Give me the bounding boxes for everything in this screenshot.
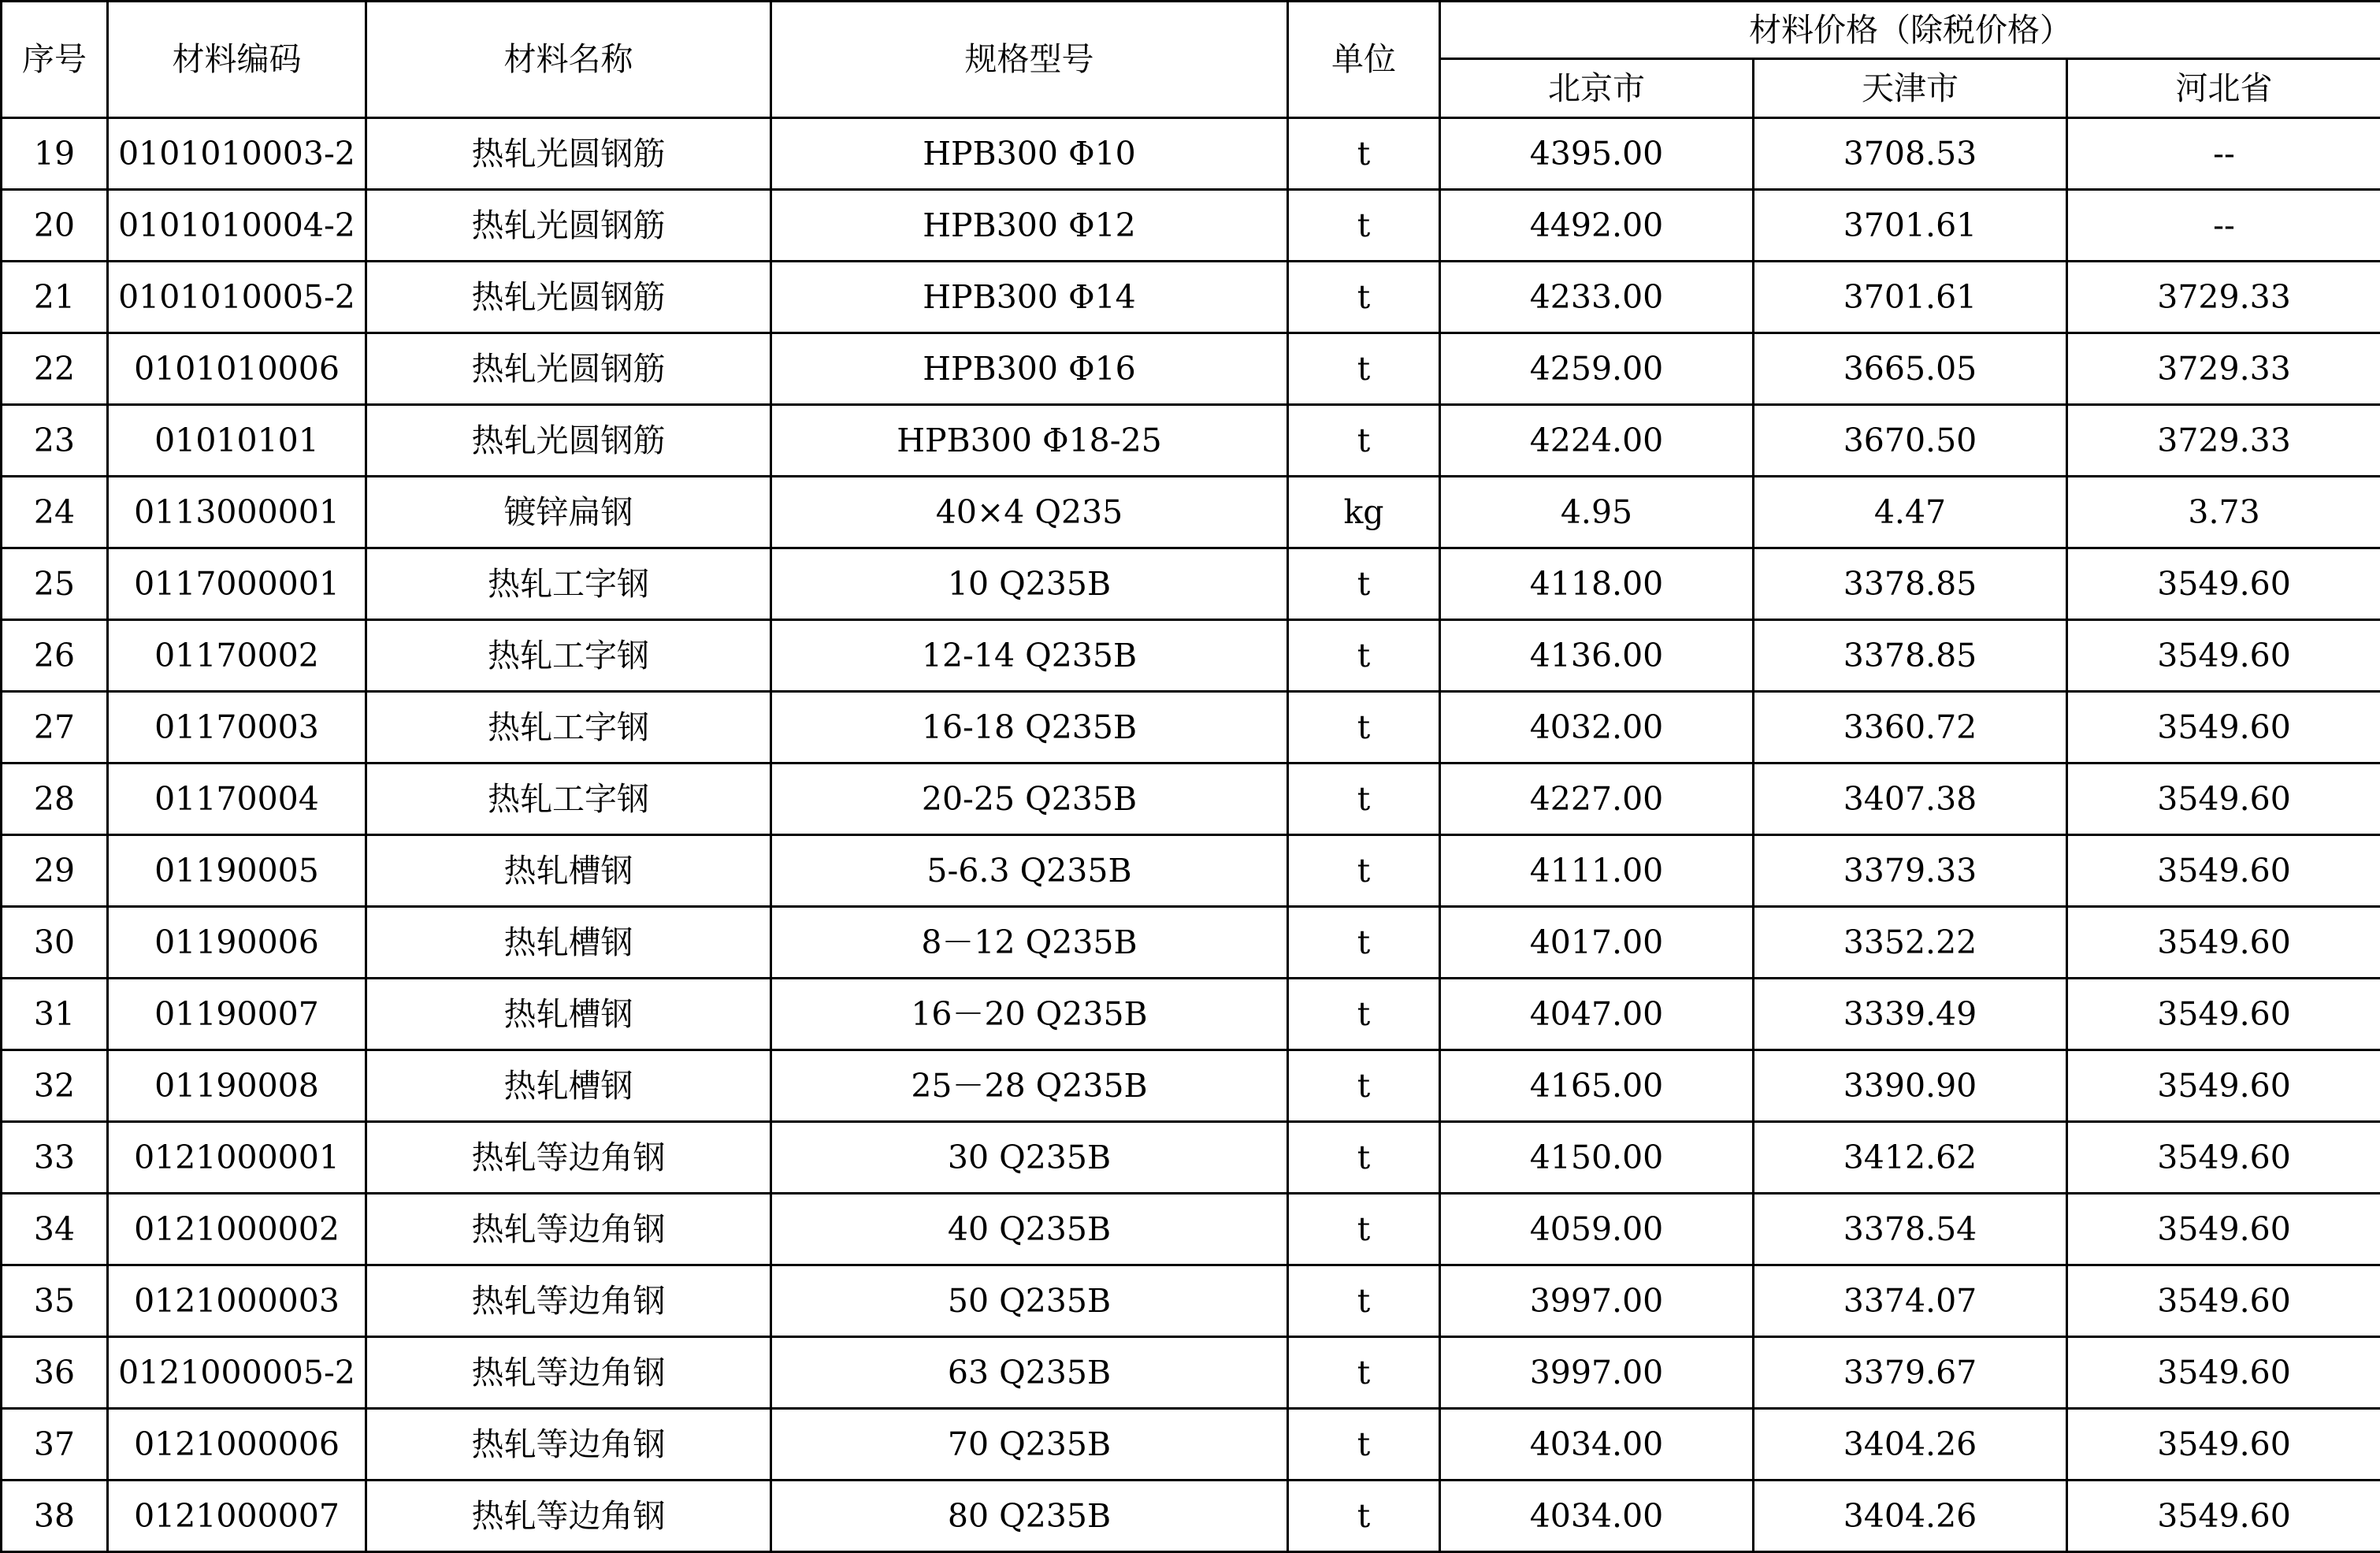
cell-material-name: 热轧工字钢: [366, 692, 771, 763]
cell-spec: HPB300 Φ16: [771, 333, 1288, 405]
table-row: [2, 118, 2380, 190]
table-row: [2, 262, 2380, 333]
table-row: [2, 620, 2380, 692]
cell-material-name: 热轧等边角钢: [366, 1481, 771, 1552]
table-row: [2, 907, 2380, 979]
cell-material-name: 热轧等边角钢: [366, 1122, 771, 1194]
cell-material-name: 热轧等边角钢: [366, 1265, 771, 1337]
cell-spec: 70 Q235B: [771, 1409, 1288, 1481]
cell-material-name: 热轧等边角钢: [366, 1194, 771, 1265]
table-body: [2, 118, 2380, 1552]
cell-spec: 5-6.3 Q235B: [771, 835, 1288, 907]
cell-index: 31: [2, 979, 108, 1050]
cell-material-code: 0121000001: [108, 1122, 366, 1194]
cell-spec: 40 Q235B: [771, 1194, 1288, 1265]
cell-price-tianjin: 3404.26: [1754, 1481, 2067, 1552]
cell-price-hebei: 3549.60: [2067, 1265, 2380, 1337]
cell-spec: 63 Q235B: [771, 1337, 1288, 1409]
cell-price-tianjin: 3412.62: [1754, 1122, 2067, 1194]
cell-material-code: 01190006: [108, 907, 366, 979]
cell-price-hebei: 3549.60: [2067, 835, 2380, 907]
header-price-group: 材料价格（除税价格）: [1440, 2, 2380, 59]
cell-price-beijing: 4492.00: [1440, 190, 1754, 262]
cell-spec: 16-18 Q235B: [771, 692, 1288, 763]
cell-material-name: 热轧光圆钢筋: [366, 190, 771, 262]
cell-price-tianjin: 3665.05: [1754, 333, 2067, 405]
cell-price-tianjin: 3374.07: [1754, 1265, 2067, 1337]
cell-index: 34: [2, 1194, 108, 1265]
cell-price-tianjin: 3378.85: [1754, 548, 2067, 620]
cell-spec: HPB300 Φ12: [771, 190, 1288, 262]
cell-index: 27: [2, 692, 108, 763]
table-row: [2, 979, 2380, 1050]
table-row: [2, 1337, 2380, 1409]
cell-price-hebei: 3549.60: [2067, 763, 2380, 835]
cell-index: 35: [2, 1265, 108, 1337]
header-name: 材料名称: [366, 2, 771, 118]
cell-unit: t: [1288, 1050, 1440, 1122]
cell-unit: t: [1288, 835, 1440, 907]
cell-unit: t: [1288, 405, 1440, 477]
cell-price-hebei: 3.73: [2067, 477, 2380, 548]
cell-index: 24: [2, 477, 108, 548]
cell-price-hebei: 3549.60: [2067, 620, 2380, 692]
table-row: [2, 405, 2380, 477]
cell-material-code: 01190005: [108, 835, 366, 907]
cell-price-beijing: 4136.00: [1440, 620, 1754, 692]
table-row: [2, 1481, 2380, 1552]
cell-price-tianjin: 3379.33: [1754, 835, 2067, 907]
cell-material-name: 热轧槽钢: [366, 979, 771, 1050]
cell-unit: t: [1288, 333, 1440, 405]
cell-price-tianjin: 3378.85: [1754, 620, 2067, 692]
cell-unit: t: [1288, 1409, 1440, 1481]
table-row: [2, 190, 2380, 262]
cell-material-code: 0121000005-2: [108, 1337, 366, 1409]
cell-spec: 12-14 Q235B: [771, 620, 1288, 692]
cell-material-code: 0101010006: [108, 333, 366, 405]
cell-material-name: 热轧光圆钢筋: [366, 262, 771, 333]
cell-material-code: 01010101: [108, 405, 366, 477]
cell-price-hebei: 3549.60: [2067, 1194, 2380, 1265]
table-row: [2, 333, 2380, 405]
cell-unit: t: [1288, 620, 1440, 692]
cell-price-hebei: 3549.60: [2067, 548, 2380, 620]
cell-price-tianjin: 3339.49: [1754, 979, 2067, 1050]
cell-unit: t: [1288, 262, 1440, 333]
cell-spec: 25－28 Q235B: [771, 1050, 1288, 1122]
table-row: [2, 1050, 2380, 1122]
cell-material-code: 01170004: [108, 763, 366, 835]
cell-unit: t: [1288, 692, 1440, 763]
cell-price-beijing: 3997.00: [1440, 1337, 1754, 1409]
cell-price-tianjin: 3701.61: [1754, 262, 2067, 333]
cell-price-hebei: 3729.33: [2067, 262, 2380, 333]
table-row: [2, 1194, 2380, 1265]
cell-price-hebei: --: [2067, 190, 2380, 262]
cell-unit: t: [1288, 1481, 1440, 1552]
cell-material-name: 热轧光圆钢筋: [366, 333, 771, 405]
cell-unit: t: [1288, 1265, 1440, 1337]
cell-price-beijing: 4034.00: [1440, 1481, 1754, 1552]
cell-price-beijing: 4395.00: [1440, 118, 1754, 190]
cell-unit: t: [1288, 907, 1440, 979]
cell-price-hebei: --: [2067, 118, 2380, 190]
cell-index: 22: [2, 333, 108, 405]
cell-index: 30: [2, 907, 108, 979]
cell-price-beijing: 4111.00: [1440, 835, 1754, 907]
cell-price-tianjin: 3701.61: [1754, 190, 2067, 262]
cell-price-tianjin: 3390.90: [1754, 1050, 2067, 1122]
cell-material-code: 01190008: [108, 1050, 366, 1122]
cell-price-beijing: 4034.00: [1440, 1409, 1754, 1481]
cell-material-code: 0121000006: [108, 1409, 366, 1481]
cell-material-name: 热轧等边角钢: [366, 1337, 771, 1409]
cell-price-beijing: 4224.00: [1440, 405, 1754, 477]
header-index: 序号: [2, 2, 108, 118]
cell-index: 26: [2, 620, 108, 692]
cell-spec: 30 Q235B: [771, 1122, 1288, 1194]
cell-price-beijing: 4.95: [1440, 477, 1754, 548]
cell-material-code: 0101010003-2: [108, 118, 366, 190]
cell-unit: t: [1288, 1122, 1440, 1194]
cell-price-tianjin: 3407.38: [1754, 763, 2067, 835]
cell-material-name: 热轧槽钢: [366, 907, 771, 979]
cell-price-beijing: 4017.00: [1440, 907, 1754, 979]
cell-spec: 50 Q235B: [771, 1265, 1288, 1337]
cell-price-beijing: 4150.00: [1440, 1122, 1754, 1194]
cell-price-tianjin: 3379.67: [1754, 1337, 2067, 1409]
cell-unit: t: [1288, 118, 1440, 190]
table-row: [2, 1122, 2380, 1194]
cell-price-hebei: 3729.33: [2067, 333, 2380, 405]
cell-index: 29: [2, 835, 108, 907]
table-row: [2, 835, 2380, 907]
cell-unit: kg: [1288, 477, 1440, 548]
cell-index: 28: [2, 763, 108, 835]
cell-price-hebei: 3549.60: [2067, 1409, 2380, 1481]
cell-price-tianjin: 3708.53: [1754, 118, 2067, 190]
header-region-hebei: 河北省: [2067, 59, 2380, 118]
cell-price-beijing: 4047.00: [1440, 979, 1754, 1050]
cell-unit: t: [1288, 190, 1440, 262]
cell-material-code: 01170003: [108, 692, 366, 763]
cell-spec: 8－12 Q235B: [771, 907, 1288, 979]
header-code: 材料编码: [108, 2, 366, 118]
cell-price-beijing: 4227.00: [1440, 763, 1754, 835]
cell-price-tianjin: 4.47: [1754, 477, 2067, 548]
cell-price-tianjin: 3670.50: [1754, 405, 2067, 477]
cell-price-hebei: 3549.60: [2067, 1337, 2380, 1409]
cell-index: 33: [2, 1122, 108, 1194]
cell-price-hebei: 3549.60: [2067, 1122, 2380, 1194]
cell-index: 36: [2, 1337, 108, 1409]
cell-index: 20: [2, 190, 108, 262]
table-row: [2, 477, 2380, 548]
cell-material-code: 0101010004-2: [108, 190, 366, 262]
cell-price-hebei: 3729.33: [2067, 405, 2380, 477]
cell-price-beijing: 4118.00: [1440, 548, 1754, 620]
cell-spec: 16－20 Q235B: [771, 979, 1288, 1050]
cell-price-tianjin: 3360.72: [1754, 692, 2067, 763]
cell-unit: t: [1288, 979, 1440, 1050]
cell-price-beijing: 4165.00: [1440, 1050, 1754, 1122]
cell-material-name: 热轧工字钢: [366, 620, 771, 692]
table-row: [2, 1265, 2380, 1337]
cell-material-code: 0117000001: [108, 548, 366, 620]
cell-material-name: 热轧光圆钢筋: [366, 118, 771, 190]
cell-index: 21: [2, 262, 108, 333]
cell-spec: 40×4 Q235: [771, 477, 1288, 548]
cell-unit: t: [1288, 763, 1440, 835]
cell-spec: HPB300 Φ14: [771, 262, 1288, 333]
cell-price-beijing: 3997.00: [1440, 1265, 1754, 1337]
cell-price-beijing: 4233.00: [1440, 262, 1754, 333]
cell-index: 19: [2, 118, 108, 190]
header-unit: 单位: [1288, 2, 1440, 118]
header-row-top: [2, 2, 2380, 59]
cell-material-code: 0101010005-2: [108, 262, 366, 333]
header-region-tianjin: 天津市: [1754, 59, 2067, 118]
cell-price-hebei: 3549.60: [2067, 907, 2380, 979]
cell-material-name: 热轧工字钢: [366, 763, 771, 835]
cell-material-name: 热轧光圆钢筋: [366, 405, 771, 477]
cell-price-beijing: 4259.00: [1440, 333, 1754, 405]
cell-spec: HPB300 Φ18-25: [771, 405, 1288, 477]
cell-index: 25: [2, 548, 108, 620]
cell-material-name: 热轧槽钢: [366, 1050, 771, 1122]
table-row: [2, 692, 2380, 763]
cell-price-tianjin: 3378.54: [1754, 1194, 2067, 1265]
cell-spec: HPB300 Φ10: [771, 118, 1288, 190]
table-row: [2, 548, 2380, 620]
cell-price-tianjin: 3352.22: [1754, 907, 2067, 979]
cell-unit: t: [1288, 1194, 1440, 1265]
cell-price-beijing: 4032.00: [1440, 692, 1754, 763]
cell-material-code: 01190007: [108, 979, 366, 1050]
table-row: [2, 763, 2380, 835]
cell-spec: 80 Q235B: [771, 1481, 1288, 1552]
cell-unit: t: [1288, 1337, 1440, 1409]
cell-material-name: 热轧槽钢: [366, 835, 771, 907]
cell-material-code: 0121000003: [108, 1265, 366, 1337]
cell-unit: t: [1288, 548, 1440, 620]
cell-index: 38: [2, 1481, 108, 1552]
cell-price-hebei: 3549.60: [2067, 692, 2380, 763]
cell-material-code: 0121000002: [108, 1194, 366, 1265]
cell-price-tianjin: 3404.26: [1754, 1409, 2067, 1481]
cell-price-hebei: 3549.60: [2067, 1050, 2380, 1122]
cell-price-hebei: 3549.60: [2067, 1481, 2380, 1552]
cell-material-name: 镀锌扁钢: [366, 477, 771, 548]
cell-index: 32: [2, 1050, 108, 1122]
cell-price-hebei: 3549.60: [2067, 979, 2380, 1050]
cell-material-name: 热轧等边角钢: [366, 1409, 771, 1481]
cell-index: 37: [2, 1409, 108, 1481]
cell-price-beijing: 4059.00: [1440, 1194, 1754, 1265]
header-region-beijing: 北京市: [1440, 59, 1754, 118]
cell-material-code: 0121000007: [108, 1481, 366, 1552]
table-row: [2, 1409, 2380, 1481]
cell-index: 23: [2, 405, 108, 477]
cell-spec: 20-25 Q235B: [771, 763, 1288, 835]
table-header: [2, 2, 2380, 118]
cell-material-code: 01170002: [108, 620, 366, 692]
cell-material-code: 0113000001: [108, 477, 366, 548]
header-spec: 规格型号: [771, 2, 1288, 118]
cell-spec: 10 Q235B: [771, 548, 1288, 620]
cell-material-name: 热轧工字钢: [366, 548, 771, 620]
